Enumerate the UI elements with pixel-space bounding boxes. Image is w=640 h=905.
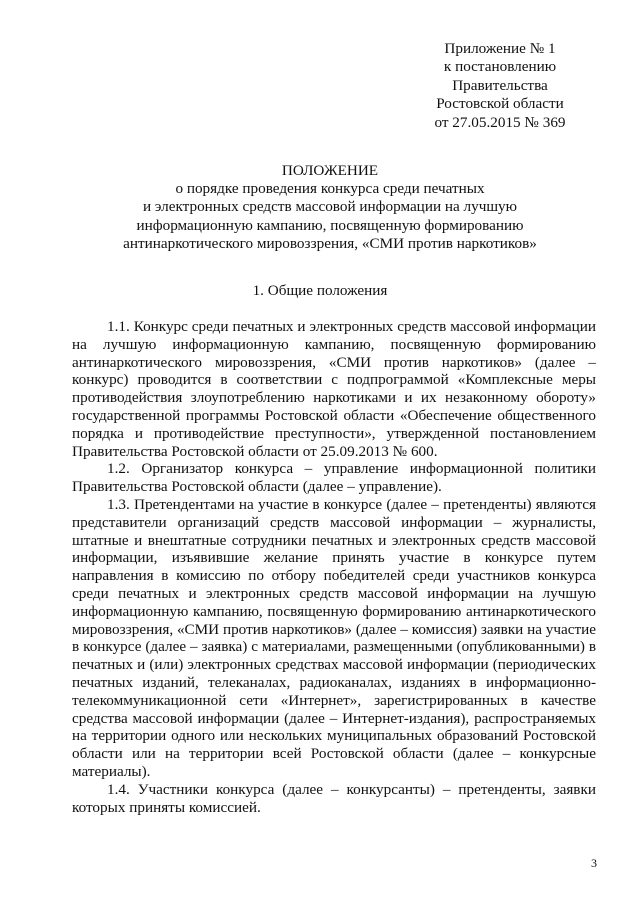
title-line: информационную кампанию, посвященную формированию bbox=[136, 216, 524, 234]
title-line: о порядке проведения конкурса среди печатных bbox=[175, 180, 485, 198]
paragraph: 1.4. Участники конкурса (далее – конкурсанты) – претенденты, заявки которых приняты комиссией. bbox=[72, 780, 596, 816]
appendix-line: к постановлению bbox=[443, 58, 557, 76]
section-heading: 1. Общие положения bbox=[252, 282, 388, 299]
title-line: и электронных средств массовой информации на лучшую bbox=[143, 198, 517, 216]
title-line: антинаркотического мировоззрения, «СМИ против наркотиков» bbox=[123, 234, 537, 252]
paragraph: 1.1. Конкурс среди печатных и электронных средств массовой информации на лучшую информационную кампанию, посвященную формированию антинаркотического мировоззрения, «СМИ против наркотиков» (далее – конкурс) проводится в соответствии с подпрограммой «Комплексные меры противодействия злоупотреблению наркотиками и их незаконному обороту» государственной программы Ростовской области «Обеспечение общественного порядка и противодействие преступности», утвержденной постановлением Правительства Ростовской области от 25.09.2013 № 600. bbox=[72, 318, 596, 460]
title-heading: ПОЛОЖЕНИЕ bbox=[281, 162, 379, 179]
appendix-line: от 27.05.2015 № 369 bbox=[434, 113, 566, 131]
appendix-line: Приложение № 1 bbox=[444, 40, 556, 57]
appendix-header bbox=[400, 40, 600, 132]
appendix-line: Ростовской области bbox=[436, 95, 564, 113]
document-title bbox=[80, 162, 580, 253]
paragraph: 1.3. Претендентами на участие в конкурсе (далее – претенденты) являются представители организаций средств массовой информации – журналисты, штатные и внештатные сотрудники печатных и электронных средств массовой информации, изъявившие желание принять участие в конкурсе путем направления в комиссию по отбору победителей среди участников конкурса среди печатных и электронных средств массовой информации на лучшую информационную кампанию, посвященную формированию антинаркотического мировоззрения, «СМИ против наркотиков» (далее – комиссия) заявки на участие в конкурсе (далее – заявка) с материалами, размещенными (опубликованными) в печатных и (или) электронных средствах массовой информации (периодических печатных изданий, телеканалах, радиоканалах, изданиях в информационно-телекоммуникационной сети «Интернет», зарегистрированных в качестве средства массовой информации (далее – Интернет-издания), распространяемых на территории одного или нескольких муниципальных образований Ростовской области или на территории всей Ростовской области (далее – конкурсные материалы). bbox=[72, 495, 596, 780]
page-number: 3 bbox=[591, 856, 597, 870]
appendix-line: Правительства bbox=[452, 76, 548, 94]
document-body bbox=[72, 318, 596, 816]
paragraph: 1.2. Организатор конкурса – управление информационной политики Правительства Ростовской области (далее – управление). bbox=[72, 460, 596, 496]
